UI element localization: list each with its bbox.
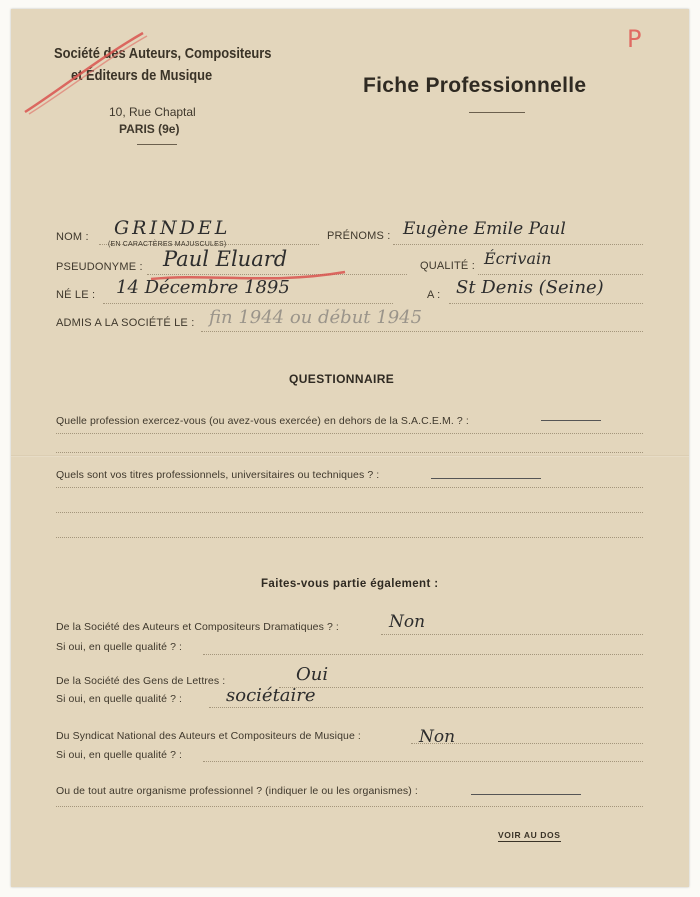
other-org-line bbox=[56, 806, 643, 807]
org-name-line2: et Éditeurs de Musique bbox=[71, 67, 213, 84]
titres-line-2 bbox=[56, 512, 643, 513]
form-sheet bbox=[11, 9, 689, 887]
red-pencil-strike bbox=[21, 19, 161, 119]
header-rule-left bbox=[137, 144, 177, 145]
ne-le-label: NÉ LE : bbox=[56, 289, 96, 301]
title-rule bbox=[469, 112, 525, 113]
qualite-label: QUALITÉ : bbox=[420, 260, 475, 272]
admis-label: ADMIS A LA SOCIÉTÉ LE : bbox=[56, 317, 195, 329]
snac-quality-label: Si oui, en quelle qualité ? : bbox=[56, 749, 183, 761]
titres-answer-dash bbox=[431, 478, 541, 479]
pseudonyme-label: PSEUDONYME : bbox=[56, 261, 143, 273]
pseudonyme-value: Paul Eluard bbox=[163, 247, 288, 271]
a-value: St Denis (Seine) bbox=[456, 277, 604, 298]
a-label: A : bbox=[427, 289, 441, 301]
org-city: PARIS (9e) bbox=[119, 122, 180, 136]
org-address: 10, Rue Chaptal bbox=[109, 105, 196, 119]
sacd-quality-label: Si oui, en quelle qualité ? : bbox=[56, 641, 183, 653]
sgdl-answer: Oui bbox=[296, 664, 329, 685]
nom-label: NOM : bbox=[56, 231, 89, 243]
sacd-question: De la Société des Auteurs et Compositeurs Dramatiques ? : bbox=[56, 621, 339, 633]
sgdl-quality-answer: sociétaire bbox=[226, 685, 316, 706]
prenoms-label: PRÉNOMS : bbox=[327, 230, 391, 242]
other-org-question: Ou de tout autre organisme professionnel ? (indiquer le ou les organismes) : bbox=[56, 785, 418, 797]
qualite-line bbox=[478, 274, 643, 275]
voir-au-dos-note: VOIR AU DOS bbox=[498, 830, 561, 840]
snac-quality-line bbox=[203, 761, 643, 762]
sgdl-line bbox=[279, 687, 643, 688]
sacd-answer: Non bbox=[389, 612, 426, 632]
fold-line bbox=[11, 455, 689, 457]
red-annotation-mark: P bbox=[627, 25, 642, 53]
prenoms-value: Eugène Emile Paul bbox=[403, 219, 566, 239]
other-org-answer-dash bbox=[471, 794, 581, 795]
nom-value: GRINDEL bbox=[114, 217, 231, 239]
sgdl-quality-line bbox=[209, 707, 643, 708]
titres-line-3 bbox=[56, 537, 643, 538]
snac-answer: Non bbox=[419, 727, 456, 747]
sacd-quality-line bbox=[203, 654, 643, 655]
sacd-line bbox=[381, 634, 643, 635]
admis-line bbox=[201, 331, 643, 332]
prenoms-line bbox=[393, 244, 643, 245]
a-line bbox=[449, 303, 643, 304]
question-profession: Quelle profession exercez-vous (ou avez-vous exercée) en dehors de la S.A.C.E.M. ? : bbox=[56, 415, 469, 427]
profession-answer-dash bbox=[541, 420, 601, 421]
ne-le-value: 14 Décembre 1895 bbox=[116, 277, 290, 298]
form-title: Fiche Professionnelle bbox=[363, 74, 587, 97]
profession-line-1 bbox=[56, 433, 643, 434]
qualite-value: Écrivain bbox=[484, 249, 552, 268]
snac-question: Du Syndicat National des Auteurs et Compositeurs de Musique : bbox=[56, 730, 361, 742]
titres-line-1 bbox=[56, 487, 643, 488]
membership-heading: Faites-vous partie également : bbox=[261, 578, 439, 590]
nom-note: (EN CARACTÈRES MAJUSCULES) bbox=[108, 241, 227, 248]
ne-le-line bbox=[103, 303, 393, 304]
admis-value: fin 1944 ou début 1945 bbox=[209, 307, 423, 328]
questionnaire-heading: QUESTIONNAIRE bbox=[289, 372, 395, 386]
question-titres: Quels sont vos titres professionnels, universitaires ou techniques ? : bbox=[56, 469, 380, 481]
sgdl-quality-label: Si oui, en quelle qualité ? : bbox=[56, 693, 183, 705]
sgdl-question: De la Société des Gens de Lettres : bbox=[56, 675, 226, 687]
profession-line-2 bbox=[56, 452, 643, 453]
org-name-line1: Société des Auteurs, Compositeurs bbox=[54, 45, 272, 62]
snac-line bbox=[411, 743, 643, 744]
